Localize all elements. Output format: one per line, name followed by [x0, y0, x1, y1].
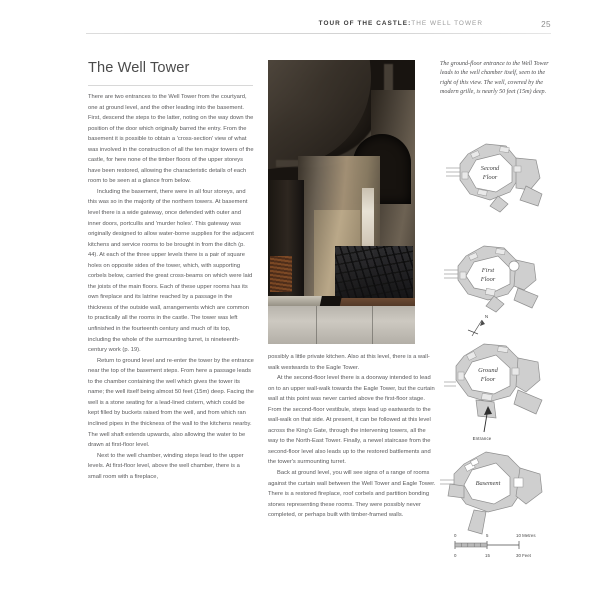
floor-plan-first-floor — [438, 238, 558, 348]
paragraph: Back at ground level, you will see signs of a range of rooms against the curtain wall between the Well Tower and Eagle Tower. There is a restored fireplace, roof corbels and partition bonding stones representing these rooms. They were possibly never completed, or perhaps built with timber-framed walls. — [268, 470, 436, 519]
photo-flagstone-floor — [268, 306, 415, 344]
plan-label-line1: Second — [480, 165, 500, 172]
plan-label-line1: First — [481, 267, 495, 274]
scale-metres-tick: 0 — [454, 533, 457, 538]
paragraph: Return to ground level and re-enter the tower by the entrance near the top of the basement steps. From here a passage leads to the chamber containing the well which gives the tower its name; the well itself being almost 50 feet (15m) deep. Facing the well is a stone seating for a lead-lined cistern, which could be kept filled by buckets raised from the well, and from which ran inclined pipes in the thickness of the wall to the kitchens nearby. The well shaft extends upwards, also allowing the water to be drawn at first-floor level. — [88, 357, 254, 449]
photo-caption: The ground-floor entrance to the Well Tower leads to the well chamber itself, seen to the right of this view. The well, covered by the modern grille, is nearly 50 feet (15m) deep. — [440, 61, 549, 95]
paragraph: possibly a little private kitchen. Also at this level, there is a wall-walk westwards to the Eagle Tower. — [268, 354, 430, 371]
plan-label-line2: Floor — [480, 376, 496, 383]
body-column-left — [88, 92, 254, 482]
plan-label-line1: Basement — [475, 480, 501, 487]
page-number: 25 — [541, 20, 551, 29]
page-title: The Well Tower — [88, 60, 190, 76]
running-head-text — [319, 20, 483, 27]
title-rule — [88, 85, 253, 86]
running-head-section: TOUR OF THE CASTLE — [318, 20, 409, 27]
paragraph: Next to the well chamber, winding steps lead to the upper levels. At first-floor level, above the well chamber, there is a small room with a fireplace, — [88, 452, 244, 480]
photo-floor-joint — [316, 306, 317, 344]
photo-floor-joint — [372, 306, 373, 344]
running-head — [86, 20, 551, 34]
paragraph: Including the basement, there were in all four storeys, and this was so in the majority of the northern towers. At basement level there is a wide gateway, once defended with outer and inner doors, portcullis and 'murder holes'. This gateway was originally designed to allow water-borne supplies for the adjacent kitchens and service rooms to be brought in from the ditch (p. 44). At each of the three upper levels there is a pair of square holes on opposite sides of the tower, which, with supporting corbels below, carried the great cross-beams on which were laid the joists of the main floors. Each of these upper rooms has its own fireplace and its latrine reached by a passage in the thickness of the outside wall, arrangements which are common to practically all the rooms in the castle. The tower was left unfinished in the fourteenth century and much of its top, including the whole of the surmounting turret, is nineteenth-century work (p. 19). — [88, 188, 254, 354]
paragraph: There are two entrances to the Well Tower from the courtyard, one at ground level, and the other leading into the basement. First, descend the steps to the latter, noting on the way down the position of the door which originally barred the entry. From the basement it is possible to obtain a 'cross-section' view of what was involved in the construction of all the ten major towers of the castle, for here none of the timber floors of the upper storeys have been restored, allowing the characteristic details of each room to be seen at a glance from below. — [88, 94, 254, 185]
scale-feet-tick: 0 — [454, 553, 457, 558]
photo-well-grille — [335, 246, 413, 302]
running-head-subject: THE WELL TOWER — [411, 20, 483, 27]
scale-feet-tick: 15 — [485, 553, 490, 558]
body-column-middle — [268, 352, 436, 521]
header-rule — [86, 33, 551, 34]
well-tower-photograph — [268, 60, 415, 344]
floor-plan-ground-floor — [438, 338, 558, 450]
scale-metres-tick: 5 — [486, 533, 489, 538]
floor-plan-basement — [438, 448, 558, 534]
map-scale-bar — [452, 530, 556, 560]
plan-label-line2: Floor — [482, 174, 498, 181]
paragraph: At the second-floor level there is a doorway intended to lead on to an upper wall-walk towards the Eagle Tower, but the curtain wall at this point was never carried above the first-floor stage. From the second-floor vestibule, steps lead up eastwards to the wall-walk on that side. At present, it can be followed at this level across the King's Gate, through the intervening towers, all the way to the North-East Tower. Finally, a newel staircase from the second-floor level also leads up to the restored battlements and the tower's surmounting turret. — [268, 375, 435, 466]
photo-rusted-timber — [270, 256, 292, 292]
scale-metres-tick: 10 Metres — [516, 533, 536, 538]
running-head-separator: : — [408, 20, 412, 27]
floor-plan-second-floor — [438, 138, 558, 230]
north-arrow-icon — [468, 314, 488, 336]
plan-label-line1: Ground — [478, 367, 498, 374]
north-arrow-label: N — [485, 314, 489, 319]
plan-label-line2: Floor — [480, 276, 496, 283]
scale-feet-tick: 30 Feet — [516, 553, 531, 558]
plan-annotation-entrance: Entrance — [472, 436, 492, 441]
